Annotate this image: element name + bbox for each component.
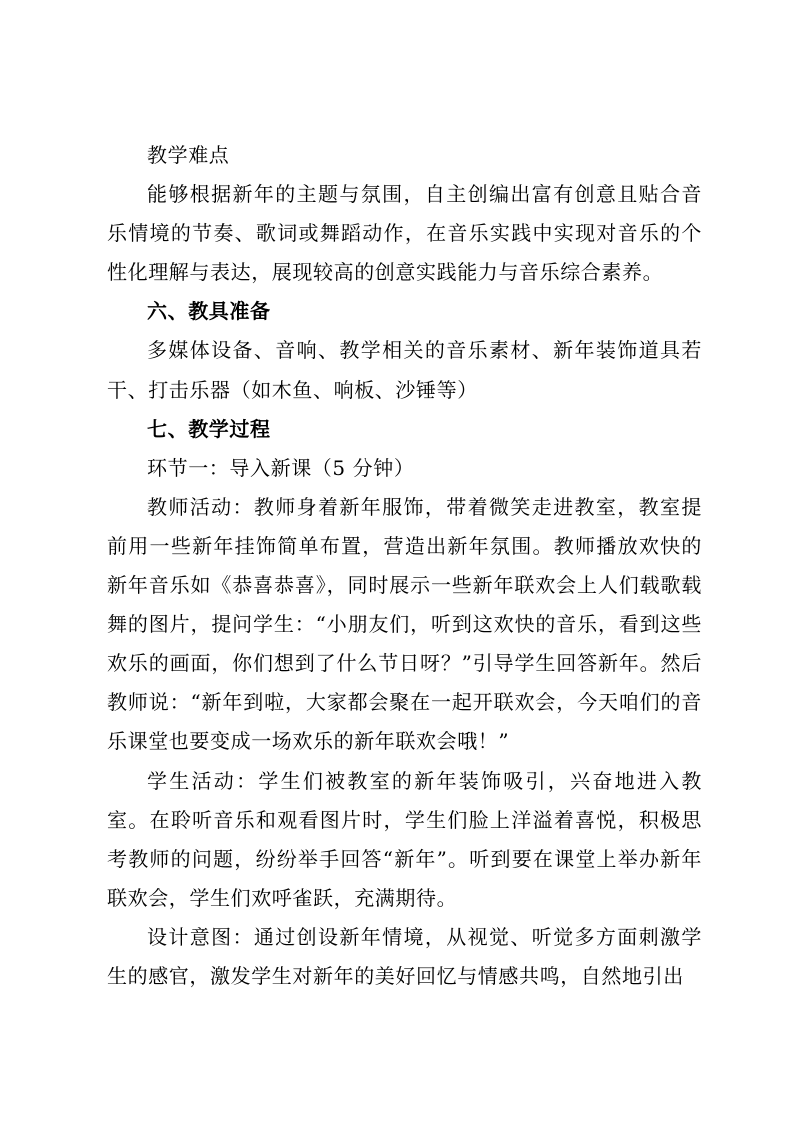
section-heading-teaching-process: 七、教学过程	[147, 416, 271, 441]
section-heading-teaching-aids: 六、教具准备	[147, 299, 271, 324]
paragraph-teacher-activity: 教师活动：教师身着新年服饰，带着微笑走进教室，教室提前用一些新年挂饰简单布置，营造出新年氛围。教师播放欢快的新年音乐如《恭喜恭喜》，同时展示一些新年联欢会上人们载歌载舞的图片，提问学生：“小朋友们，听到这欢快的音乐，看到这些欢乐的画面，你们想到了什么节日呀？”引导学生回答新年。然后教师说：“新年到啦，大家都会聚在一起开联欢会，今天咱们的音乐课堂也要变成一场欢乐的新年联欢会哦！”	[107, 494, 702, 754]
subheading-teaching-difficulty: 教学难点	[147, 143, 230, 167]
paragraph-design-intent: 设计意图：通过创设新年情境，从视觉、听觉多方面刺激学生的感官，激发学生对新年的美好回忆与情感共鸣，自然地引出	[107, 924, 702, 988]
paragraph-student-activity: 学生活动：学生们被教室的新年装饰吸引，兴奋地进入教室。在聆听音乐和观看图片时，学生们脸上洋溢着喜悦，积极思考教师的问题，纷纷举手回答“新年”。听到要在课堂上举办新年联欢会，学生们欢呼雀跃，充满期待。	[107, 768, 702, 910]
subheading-stage-one: 环节一：导入新课（5 分钟）	[147, 455, 415, 480]
paragraph-teaching-difficulty: 能够根据新年的主题与氛围，自主创编出富有创意且贴合音乐情境的节奏、歌词或舞蹈动作，在音乐实践中实现对音乐的个性化理解与表达，展现较高的创意实践能力与音乐综合素养。	[107, 182, 702, 285]
paragraph-teaching-aids: 多媒体设备、音响、教学相关的音乐素材、新年装饰道具若干、打击乐器（如木鱼、响板、沙锤等）	[107, 338, 702, 402]
